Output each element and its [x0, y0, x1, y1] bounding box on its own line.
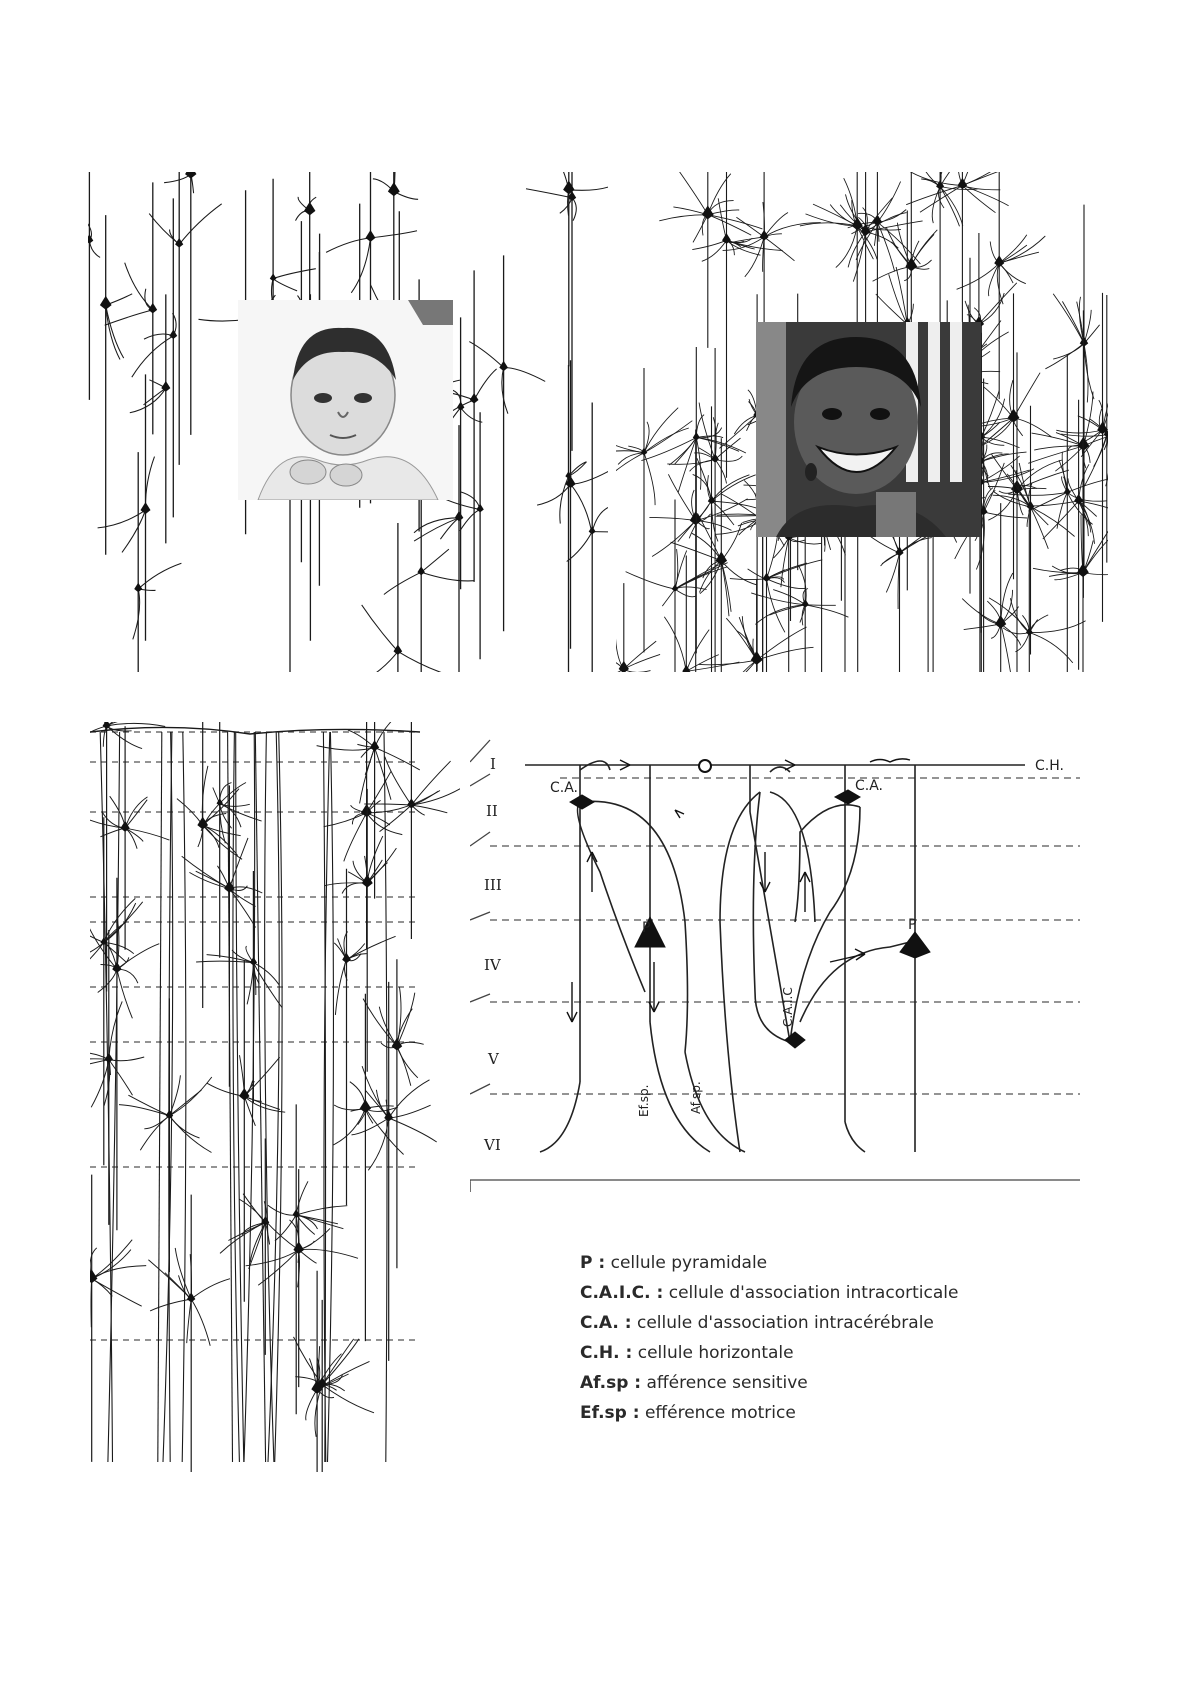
legend-text: cellule d'association intracorticale	[663, 1283, 959, 1303]
legend-abbr: Af.sp :	[580, 1373, 642, 1393]
dendrite-line	[569, 462, 587, 477]
dendrite-line	[999, 252, 1039, 263]
label-ca-left: C.A.	[550, 780, 579, 796]
dendrite-line	[569, 462, 587, 477]
dendrite-line	[109, 1060, 133, 1096]
dendrite-line	[196, 871, 230, 888]
dendrite-line	[767, 560, 823, 579]
neuron-soma	[360, 1099, 371, 1113]
dendrite-line	[721, 561, 757, 585]
dendrite-line	[92, 1279, 113, 1297]
dendrite-line	[692, 240, 726, 249]
dendrite-line	[232, 950, 253, 963]
dendrite-line	[187, 1299, 192, 1343]
dendrite-line	[940, 172, 973, 187]
layer-label-i: I	[490, 755, 496, 773]
dendrite-line	[169, 1116, 199, 1138]
dendrite-line	[669, 438, 696, 465]
neuron-soma	[134, 583, 142, 593]
dendrite-line	[119, 1105, 169, 1116]
dendrite-line	[421, 572, 474, 581]
dendrite-line	[322, 1385, 374, 1413]
legend-row	[580, 1368, 1100, 1398]
dendrite-line	[102, 812, 125, 829]
neuron-soma	[100, 296, 112, 310]
legend-row	[580, 1308, 1100, 1338]
dendrite-line	[460, 510, 480, 532]
dendrite-line	[268, 1205, 296, 1215]
neuron-soma	[565, 476, 575, 488]
dendrite-line	[389, 1118, 437, 1142]
legend-abbr: C.A. :	[580, 1313, 632, 1333]
label-caic: C.A.I.C	[781, 987, 795, 1027]
dendrite-line	[411, 791, 440, 806]
newborn-photo	[238, 300, 453, 500]
layer-label-iv: IV	[484, 956, 501, 974]
newborn-neuron-illustration	[88, 172, 608, 672]
label-ca-right: C.A.	[855, 778, 884, 794]
dendrite-line	[461, 408, 483, 423]
neuron-soma	[370, 740, 379, 751]
dendrite-line	[699, 403, 715, 460]
dendrite-line	[751, 593, 805, 605]
neuron-soma	[105, 1053, 113, 1063]
dendrite-line	[367, 813, 390, 825]
dendrite-line	[1067, 492, 1107, 501]
dendrite-line	[253, 963, 282, 1008]
dendrite-line	[207, 1083, 244, 1096]
dendrite-line	[273, 279, 297, 291]
label-afsp: Af.sp.	[689, 1081, 703, 1114]
vertical-fiber	[182, 732, 186, 1462]
dendrite-line	[107, 723, 166, 726]
dendrite-line	[239, 1199, 265, 1223]
vertical-fiber	[158, 732, 162, 1462]
newborn-face-icon	[238, 300, 453, 500]
dendrite-line	[844, 178, 858, 226]
dendrite-line	[258, 1250, 299, 1285]
dendrite-line	[1001, 573, 1013, 624]
dendrite-line	[375, 748, 391, 800]
dendrite-line	[962, 172, 1016, 185]
legend-row	[580, 1278, 1100, 1308]
dendrite-line	[673, 207, 707, 215]
dendrite-line	[474, 369, 497, 400]
dendrite-line	[999, 263, 1026, 284]
dendrite-line	[367, 771, 391, 813]
dendrite-line	[678, 438, 696, 493]
dendrite-line	[275, 1215, 296, 1241]
legend-text: cellule horizontale	[632, 1343, 794, 1363]
dendrite-line	[1029, 633, 1073, 663]
dendrite-line	[247, 963, 253, 1005]
dendrite-line	[375, 722, 412, 748]
vertical-fiber	[328, 732, 334, 1462]
dendrite-line	[699, 660, 757, 665]
dendrite-line	[182, 856, 230, 888]
dendrite-line	[560, 198, 572, 214]
dendrite-line	[1014, 418, 1052, 437]
child-neuron-illustration	[616, 172, 1108, 672]
dendrite-line	[384, 572, 421, 594]
dendrite-line	[356, 651, 398, 672]
dendrite-line	[715, 456, 742, 461]
dendrite-line	[92, 1279, 142, 1307]
dendrite-line	[1083, 524, 1108, 572]
dendrite-line	[764, 213, 788, 238]
dendrite-line	[1053, 343, 1084, 359]
neuron-soma	[499, 361, 508, 371]
dendrite-line	[421, 549, 449, 572]
dendrite-line	[981, 399, 1004, 438]
legend-row	[580, 1248, 1100, 1278]
dendrite-line	[979, 283, 1017, 324]
dendrite-line	[571, 471, 609, 484]
dendrite-line	[805, 605, 848, 617]
dendrite-line	[730, 579, 767, 580]
dendrite-line	[145, 457, 154, 511]
dendrite-line	[411, 761, 450, 805]
cortical-circuit-diagram	[470, 722, 1080, 1192]
dendrite-line	[144, 1116, 169, 1129]
dendrite-line	[106, 305, 124, 358]
dendrite-line	[1031, 507, 1049, 549]
dendrite-line	[351, 238, 370, 293]
dendrite-line	[626, 572, 675, 590]
dendrite-line	[1029, 615, 1048, 633]
dendrite-line	[91, 1060, 109, 1108]
legend-text: cellule d'association intracérébrale	[631, 1313, 934, 1333]
dendrite-line	[296, 1181, 308, 1215]
dendrite-line	[757, 627, 807, 660]
dendrite-line	[344, 813, 367, 862]
neuron-soma	[187, 1292, 195, 1302]
dendrite-line	[296, 1215, 343, 1229]
dendrite-line	[1032, 433, 1084, 446]
label-efsp: Ef.sp.	[637, 1084, 651, 1117]
dendrite-line	[962, 185, 1008, 205]
dendrite-line	[138, 563, 181, 589]
legend-abbr: P :	[580, 1253, 606, 1273]
neuron-soma	[690, 511, 702, 525]
dendrite-line	[380, 805, 412, 832]
neuron-soma	[112, 962, 121, 973]
dendrite-line	[411, 805, 447, 813]
smiling-child-face-icon	[756, 322, 981, 537]
surface-fibers	[90, 727, 420, 734]
dendrite-line	[767, 579, 785, 633]
dendrite-line	[98, 969, 117, 992]
vertical-fiber	[163, 732, 173, 1462]
neuron-soma	[304, 202, 315, 216]
dendrite-line	[191, 1279, 230, 1299]
neuron-soma	[763, 573, 771, 582]
dendrite-line	[90, 943, 104, 972]
dendrite-line	[322, 1339, 354, 1385]
dendrite-line	[502, 368, 508, 414]
dendrite-line	[128, 1095, 169, 1116]
dendrite-line	[144, 388, 166, 405]
dendrite-line	[389, 1105, 431, 1118]
neuron-soma	[366, 230, 376, 242]
dendrite-line	[363, 999, 397, 1047]
dendrite-line	[907, 172, 963, 185]
dendrite-line	[362, 605, 398, 652]
vertical-fiber	[228, 732, 233, 1462]
dendrite-line	[659, 215, 708, 221]
dendrite-line	[616, 453, 644, 480]
circuit-svg	[470, 722, 1080, 1192]
dendrite-line	[877, 222, 920, 264]
dendrite-line	[122, 510, 146, 552]
vertical-fiber	[255, 732, 265, 1462]
neuron-soma	[682, 665, 690, 672]
dendrite-line	[693, 215, 708, 243]
dendrite-line	[889, 274, 908, 324]
dendrite-line	[1056, 430, 1102, 433]
dendrite-line	[712, 475, 756, 501]
dendrite-line	[569, 187, 608, 191]
dendrite-line	[675, 567, 727, 589]
dendrite-line	[389, 1080, 430, 1118]
cortex-neuron-drawing	[90, 722, 460, 1472]
dendrite-line	[220, 783, 246, 804]
layer-label-ii: II	[486, 802, 498, 820]
dendrite-line	[767, 579, 805, 589]
dendrite-line	[379, 1007, 397, 1047]
dendrite-line	[326, 238, 370, 253]
dendrite-line	[253, 963, 279, 985]
legend-abbr: C.H. :	[580, 1343, 633, 1363]
dendrite-line	[678, 521, 696, 542]
dendrite-line	[109, 1057, 144, 1061]
dendrite-line	[89, 241, 100, 258]
dendrite-line	[229, 838, 248, 889]
label-p-right: P	[908, 917, 917, 933]
dendrite-line	[117, 969, 132, 1018]
dendrite-line	[592, 507, 608, 531]
dendrite-line	[125, 828, 169, 840]
vertical-fiber	[108, 732, 120, 1462]
dendrite-line	[697, 458, 712, 501]
dendrite-line	[385, 757, 412, 805]
dendrite-line	[989, 598, 1029, 633]
dendrite-line	[244, 1057, 279, 1096]
dendrite-line	[191, 1299, 210, 1346]
dendrite-line	[537, 484, 570, 505]
dendrite-line	[712, 475, 750, 501]
child-photo	[756, 322, 981, 537]
dendrite-line	[104, 943, 127, 963]
legend-text: afférence sensitive	[641, 1373, 808, 1393]
dendrite-line	[1043, 501, 1079, 539]
neuron-soma	[148, 303, 157, 314]
legend-text: efférence motrice	[639, 1403, 796, 1423]
neuron-soma	[711, 453, 719, 462]
dendrite-line	[649, 517, 695, 520]
dendrite-line	[900, 538, 932, 553]
dendrite-line	[981, 452, 1026, 461]
dendrite-line	[708, 215, 751, 235]
neuron-soma	[175, 238, 183, 248]
layer-label-iii: III	[484, 876, 502, 894]
neuron-soma	[88, 234, 93, 243]
dendrite-line	[365, 1108, 403, 1154]
dendrite-line	[1029, 621, 1085, 633]
dendrite-line	[964, 624, 1001, 630]
dendrite-line	[125, 800, 147, 828]
dendrite-line	[440, 518, 459, 539]
dendrite-line	[220, 1223, 265, 1254]
dendrite-line	[105, 310, 153, 325]
legend-row	[580, 1338, 1100, 1368]
cortical-layers-drawing	[90, 722, 460, 1472]
dendrite-line	[719, 415, 757, 448]
dendrite-line	[296, 1206, 347, 1215]
legend-abbr: C.A.I.C. :	[580, 1283, 664, 1303]
layer-label-vi: VI	[484, 1136, 501, 1154]
dendrite-line	[686, 671, 729, 672]
legend-abbr: Ef.sp :	[580, 1403, 640, 1423]
dendrite-line	[736, 217, 764, 237]
dendrite-line	[721, 523, 741, 561]
dendrite-line	[367, 813, 403, 835]
dendrite-line	[571, 484, 592, 534]
dendrite-line	[984, 512, 1028, 518]
dendrite-line	[999, 245, 1027, 263]
dendrite-line	[1045, 343, 1084, 368]
label-p-left: P	[642, 920, 651, 936]
neuron-soma	[994, 255, 1004, 267]
legend	[580, 1248, 1100, 1428]
neuron-soma	[185, 172, 196, 179]
legend-text: cellule pyramidale	[605, 1253, 768, 1273]
label-ch: C.H.	[1035, 758, 1064, 774]
dendrite-line	[504, 368, 546, 382]
dendrite-line	[644, 453, 655, 505]
dendrite-line	[624, 654, 660, 669]
dendrite-line	[675, 589, 696, 597]
neuron-soma	[563, 181, 574, 195]
neuron-soma	[802, 599, 809, 608]
dendrite-line	[333, 1108, 365, 1145]
dendrite-line	[652, 521, 696, 557]
dendrite-line	[726, 618, 756, 660]
dendrite-line	[805, 605, 836, 606]
dendrite-line	[662, 589, 675, 606]
legend-row	[580, 1398, 1100, 1428]
neuron-soma	[239, 1088, 249, 1100]
neuron-soma	[362, 874, 373, 887]
dendrite-line	[624, 641, 656, 669]
dendrite-line	[873, 267, 912, 282]
dendrite-line	[1083, 535, 1108, 572]
vertical-fiber	[384, 732, 387, 1462]
dendrite-line	[179, 204, 222, 245]
dendrite-line	[667, 460, 715, 465]
dendrite-line	[90, 927, 104, 943]
dendrite-line	[125, 263, 153, 310]
dendrite-line	[140, 1116, 169, 1150]
layer-label-v: V	[488, 1050, 499, 1068]
